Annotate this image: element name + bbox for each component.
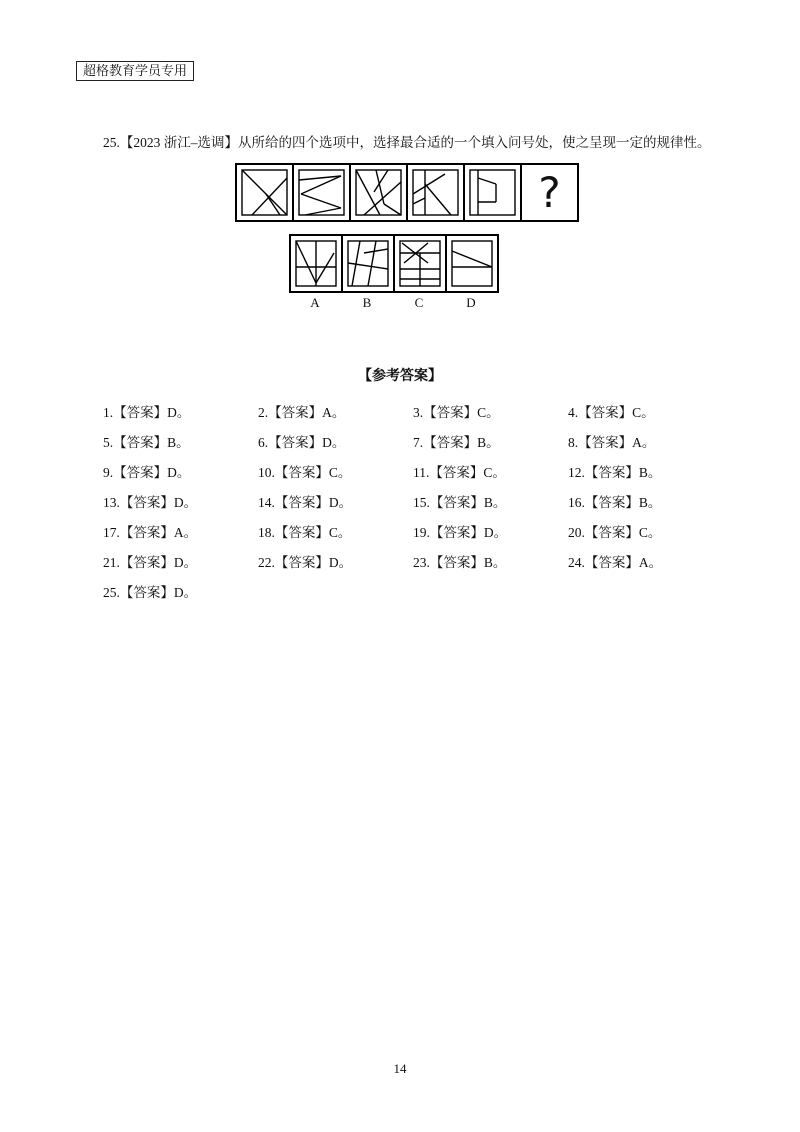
option-figure-d[interactable] [445,234,499,293]
answer-item: 2.【答案】A。 [258,405,346,420]
option-figure-a[interactable] [289,234,343,293]
option-figure-b[interactable] [341,234,395,293]
sequence-unknown-figure [520,163,579,222]
answer-item: 24.【答案】A。 [568,555,663,570]
option-label-a: A [310,295,320,310]
answer-options [289,234,497,293]
student-use-stamp: 超格教育学员专用 [76,61,194,81]
answer-item: 6.【答案】D。 [258,435,346,450]
option-label-b: B [362,295,372,310]
answer-item: 15.【答案】B。 [413,495,507,510]
answer-item: 23.【答案】B。 [413,555,507,570]
answer-item: 14.【答案】D。 [258,495,353,510]
answer-item: 22.【答案】D。 [258,555,353,570]
answer-item: 19.【答案】D。 [413,525,508,540]
answer-item: 20.【答案】C。 [568,525,662,540]
answer-item: 13.【答案】D。 [103,495,198,510]
answer-item: 4.【答案】C。 [568,405,655,420]
answer-item: 9.【答案】D。 [103,465,191,480]
sequence-figure-5 [463,163,522,222]
sequence-figure-4 [406,163,465,222]
answer-item: 16.【答案】B。 [568,495,662,510]
answer-item: 17.【答案】A。 [103,525,198,540]
answer-item: 5.【答案】B。 [103,435,190,450]
answer-item: 25.【答案】D。 [103,585,198,600]
figure-sequence [235,163,577,222]
answer-item: 1.【答案】D。 [103,405,191,420]
answer-item: 3.【答案】C。 [413,405,500,420]
option-label-c: C [414,295,424,310]
answer-item: 8.【答案】A。 [568,435,656,450]
option-labels [289,295,497,311]
option-label-d: D [466,295,476,310]
answer-item: 12.【答案】B。 [568,465,662,480]
answer-item: 11.【答案】C。 [413,465,506,480]
question-mark: ? [538,167,561,217]
sequence-figure-1 [235,163,294,222]
page-number: 14 [393,1061,407,1076]
answers-list [103,403,723,603]
answer-item: 10.【答案】C。 [258,465,352,480]
sequence-figure-2 [292,163,351,222]
question-text: 25.【2023 浙江–选调】从所给的四个选项中，选择最合适的一个填入问号处，使之呈现一定的规律性。 [103,135,711,150]
option-figure-c[interactable] [393,234,447,293]
answer-item: 7.【答案】B。 [413,435,500,450]
sequence-figure-3 [349,163,408,222]
answers-title: 【参考答案】 [358,368,442,384]
answer-item: 18.【答案】C。 [258,525,352,540]
answer-item: 21.【答案】D。 [103,555,198,570]
